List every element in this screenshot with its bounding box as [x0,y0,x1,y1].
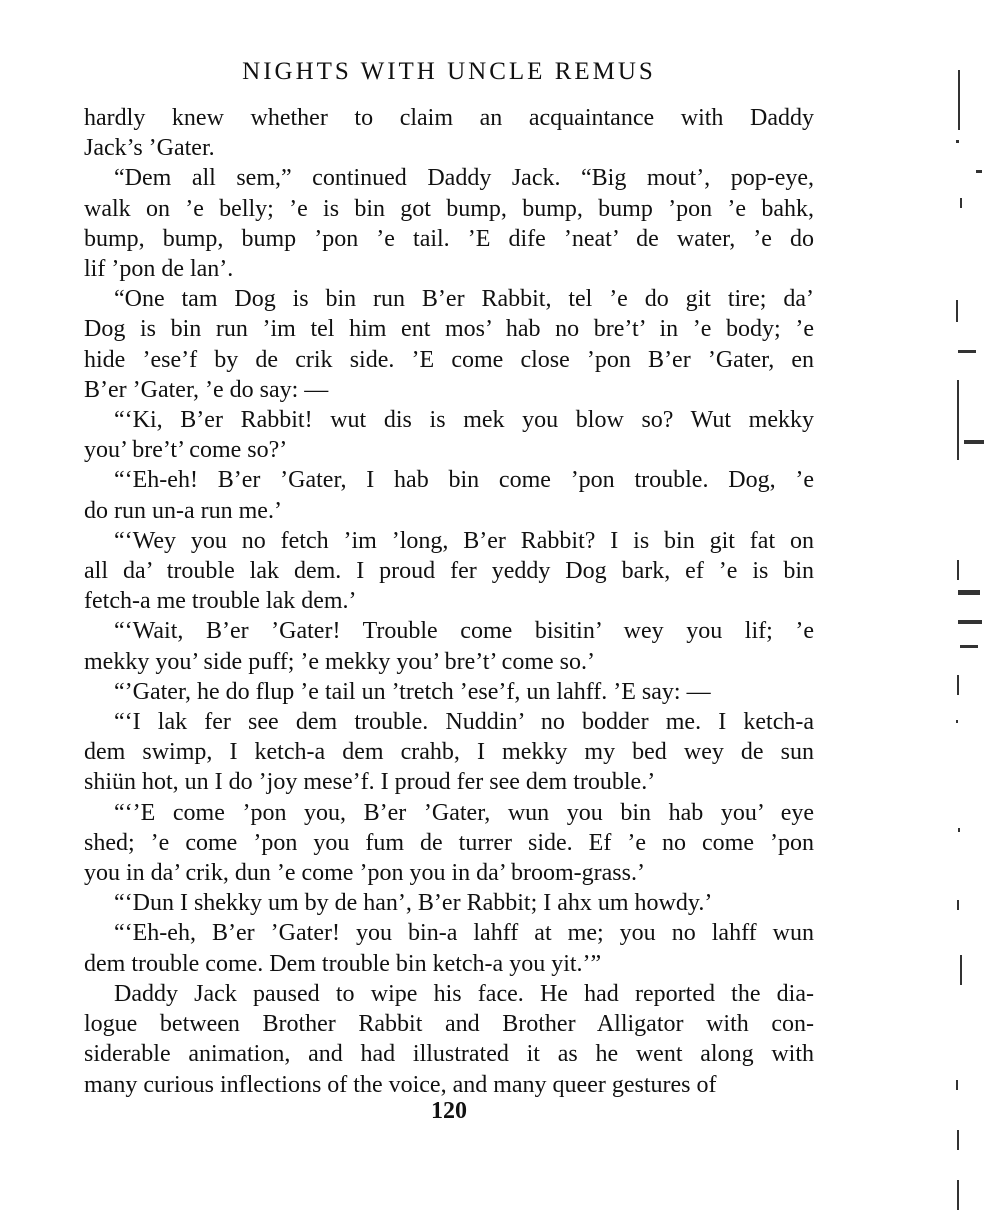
text-line: Dog is bin run ’im tel him ent mos’ hab no bre’t’ in ’e body; ’e [84,316,814,343]
paragraph [84,103,814,163]
scan-edge-marks [948,30,988,1210]
text-line: “One tam Dog is bin run B’er Rabbit, tel ’e do git tire; da’ [114,286,814,313]
paragraph [84,918,814,978]
text-line: shiün hot, un I do ’joy mese’f. I proud fer see dem trouble.’ [84,769,656,796]
page-number: 120 [431,1098,467,1124]
text-line: Daddy Jack paused to wipe his face. He had reported the dia- [114,980,814,1007]
text-line: all da’ trouble lak dem. I proud fer yeddy Dog bark, ef ’e is bin [84,558,814,585]
text-line: “‘Dun I shekky um by de han’, B’er Rabbit; I ahx um howdy.’ [114,890,713,917]
text-line: you’ bre’t’ come so?’ [84,437,288,464]
text-line: fetch-a me trouble lak dem.’ [84,588,357,615]
text-line: dem trouble come. Dem trouble bin ketch-a you yit.’” [84,950,602,977]
text-line: “‘I lak fer see dem trouble. Nuddin’ no bodder me. I ketch-a [114,709,814,736]
text-line: bump, bump, bump ’pon ’e tail. ’E dife ’neat’ de water, ’e do [84,225,814,252]
paragraph [84,979,814,1100]
text-line: “‘Wey you no fetch ’im ’long, B’er Rabbit? I is bin git fat on [114,527,814,554]
paragraph [84,526,814,617]
text-line: “’Gater, he do flup ’e tail un ’tretch ’ese’f, un lahff. ’E say: — [114,678,711,705]
text-line: mekky you’ side puff; ’e mekky you’ bre’t’ come so.’ [84,648,595,675]
text-line: hardly knew whether to claim an acquaintance with Daddy [84,105,814,131]
text-line: many curious inflections of the voice, and many queer gestures of [84,1071,717,1098]
text-line: “‘Wait, B’er ’Gater! Trouble come bisitin’ wey you lif; ’e [114,618,814,645]
paragraph [84,616,814,676]
text-line: lif ’pon de lan’. [84,256,234,283]
paragraph [84,888,814,918]
text-line: hide ’ese’f by de crik side. ’E come close ’pon B’er ’Gater, en [84,346,814,373]
text-line: “‘Ki, B’er Rabbit! wut dis is mek you blow so? Wut mekky [114,407,814,434]
text-line: you in da’ crik, dun ’e come ’pon you in da’ broom-grass.’ [84,860,645,887]
text-line: “‘Eh-eh, B’er ’Gater! you bin-a lahff at me; you no lahff wun [114,920,814,947]
running-head: NIGHTS WITH UNCLE REMUS [242,58,656,85]
text-line: “‘’E come ’pon you, B’er ’Gater, wun you bin hab you’ eye [114,799,814,826]
text-line: “‘Eh-eh! B’er ’Gater, I hab bin come ’pon trouble. Dog, ’e [114,467,814,494]
paragraph [84,707,814,798]
paragraph [84,284,814,405]
text-line: Jack’s ’Gater. [84,135,215,162]
paragraph [84,798,814,889]
body-text [84,103,814,1100]
text-line: shed; ’e come ’pon you fum de turrer side. Ef ’e no come ’pon [84,829,814,856]
text-line: dem swimp, I ketch-a dem crahb, I mekky my bed wey de sun [84,739,814,766]
paragraph [84,163,814,284]
paragraph [84,405,814,465]
paragraph [84,677,814,707]
text-line: “Dem all sem,” continued Daddy Jack. “Big mout’, pop-eye, [114,165,814,192]
text-line: siderable animation, and had illustrated it as he went along with [84,1041,814,1068]
text-line: logue between Brother Rabbit and Brother Alligator with con- [84,1011,814,1038]
text-line: B’er ’Gater, ’e do say: — [84,376,329,403]
paragraph [84,465,814,525]
text-line: walk on ’e belly; ’e is bin got bump, bump, bump ’pon ’e bahk, [84,195,814,222]
text-line: do run un-a run me.’ [84,497,282,524]
